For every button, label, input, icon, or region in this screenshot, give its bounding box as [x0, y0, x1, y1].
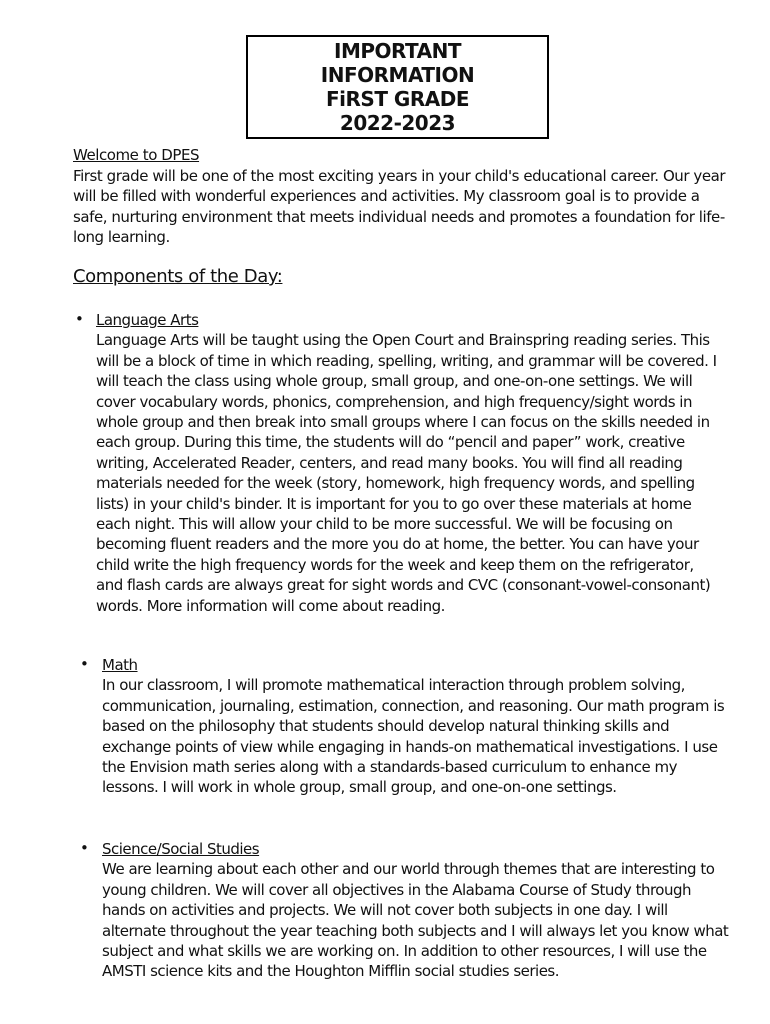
component-body: We are learning about each other and our world through themes that are interesting to young children. We will cover all objectives in the Alabama Course of Study through hands on activities and projects. We will not cover both subjects in one day. I will alternate throughout the year teaching both subjects and I will always let you know what subject and what skills we are working on. In addition to other resources, I will use the AMSTI science kits and the Houghton Mifflin social studies series.	[102, 860, 729, 981]
welcome-heading: Welcome to DPES	[73, 146, 200, 164]
title-line-4: 2022-2023	[339, 111, 456, 135]
bullet-icon: •	[80, 839, 89, 857]
bullet-icon: •	[75, 310, 84, 328]
component-title: Math	[102, 656, 138, 674]
welcome-section	[73, 145, 733, 248]
components-heading: Components of the Day:	[73, 266, 283, 287]
component-title: Science/Social Studies	[102, 840, 260, 858]
title-line-1: IMPORTANT	[334, 39, 461, 63]
component-body: Language Arts will be taught using the Open Court and Brainspring reading series. This will be a block of time in which reading, spelling, writing, and grammar will be covered. I will teach the class using whole group, small group, and one-on-one settings. We will cover vocabulary words, phonics, comprehension, and high frequency/sight words in whole group and then break into small groups where I can focus on the skills needed in each group. During this time, the students will do “pencil and paper” work, creative writing, Accelerated Reader, centers, and read many books. You will find all reading materials needed for the week (story, homework, high frequency words, and spelling lists) in your child's binder. It is important for you to go over these materials at home each night. This will allow your child to be more successful. We will be focusing on becoming fluent readers and the more you do at home, the better. You can have your child write the high frequency words for the week and keep them on the refrigerator, and flash cards are always great for sight words and CVC (consonant-vowel-consonant) words. More information will come about reading.	[96, 331, 717, 615]
component-math	[102, 655, 726, 798]
title-line-3: FiRST GRADE	[326, 87, 469, 111]
title-box	[246, 35, 549, 139]
welcome-body: First grade will be one of the most exciting years in your child's educational career. Our year will be filled with wonderful experiences and activities. My classroom goal is to provide a safe, nurturing environment that meets individual needs and promotes a foundation for life-long learning.	[73, 166, 726, 246]
bullet-icon: •	[80, 655, 89, 673]
component-language-arts	[96, 310, 724, 616]
title-line-2: INFORMATION	[320, 63, 475, 87]
component-title: Language Arts	[96, 311, 199, 329]
component-body: In our classroom, I will promote mathematical interaction through problem solving, communication, journaling, estimation, connection, and reasoning. Our math program is based on the philosophy that students should develop natural thinking skills and exchange points of view while engaging in hands-on mathematical investigations. I use the Envision math series along with a standards-based curriculum to enhance my lessons. I will work in whole group, small group, and one-on-one settings.	[102, 676, 725, 797]
component-science-social-studies	[102, 839, 730, 982]
